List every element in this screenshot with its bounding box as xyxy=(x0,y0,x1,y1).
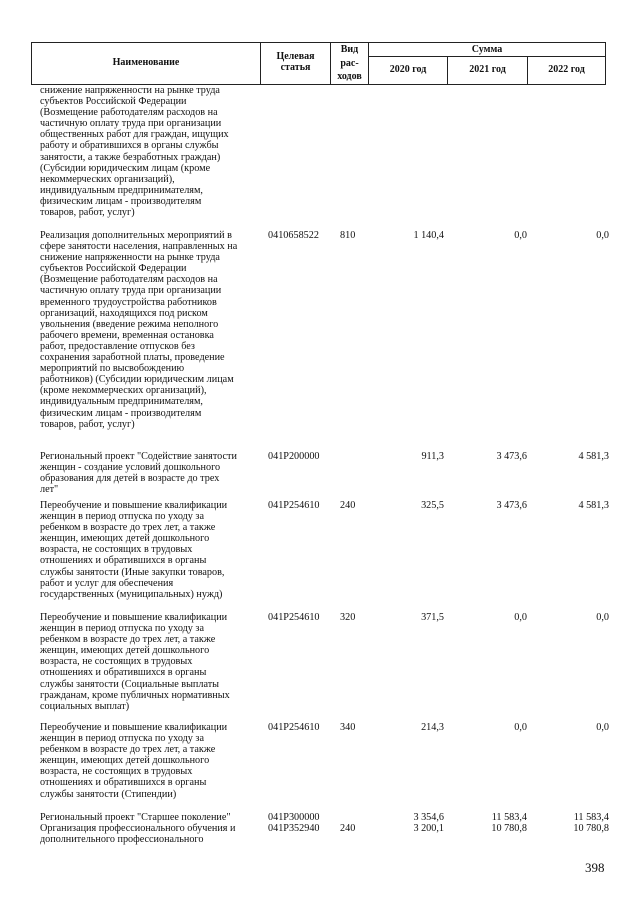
row-4-2021: 0,0 xyxy=(514,612,527,623)
row-7-2021: 10 780,8 xyxy=(491,823,527,834)
row-6-2020: 3 354,6 xyxy=(413,812,444,823)
header-year-2022: 2022 год xyxy=(548,64,585,75)
row-3-code: 041P254610 xyxy=(268,500,320,511)
row-6-code: 041P300000 xyxy=(268,812,320,823)
row-5-2021: 0,0 xyxy=(514,722,527,733)
row-1-2022: 0,0 xyxy=(596,230,609,241)
row-2-name: Региональный проект "Содействие занятости женщин - создание условий дошкольного образования для детей в возрасте до трех лет" xyxy=(40,451,237,496)
row-4-code: 041P254610 xyxy=(268,612,320,623)
row-5-2022: 0,0 xyxy=(596,722,609,733)
row-2-2022: 4 581,3 xyxy=(578,451,609,462)
header-code: Целевая статья xyxy=(276,51,315,73)
row-7-2020: 3 200,1 xyxy=(413,823,444,834)
row-3-2020: 325,5 xyxy=(421,500,444,511)
row-5-code: 041P254610 xyxy=(268,722,320,733)
row-3-vid: 240 xyxy=(340,500,356,511)
row-3-2021: 3 473,6 xyxy=(496,500,527,511)
row-0-name: снижение напряженности на рынке труда субъектов Российской Федерации (Возмещение работодателям расходов на частичную оплату труда при организации общественных работ для граждан, ищущих работу и обратившихся в органы службы занятости, а также безработных граждан) (Субсидии юридическим лицам (кроме некоммерческих организаций), индивидуальным предпринимателям, физическим лицам - производителям товаров, работ, услуг) xyxy=(40,85,229,219)
row-4-name: Переобучение и повышение квалификации женщин в период отпуска по уходу за ребенком в возрасте до трех лет, а также женщин, имеющих детей дошкольного возраста, не состоящих в трудовых отношениях и обратившихся в органы службы занятости (Социальные выплаты гражданам, кроме публичных нормативных социальных выплат) xyxy=(40,612,230,712)
header-sum: Сумма xyxy=(471,44,503,55)
row-1-2021: 0,0 xyxy=(514,230,527,241)
row-7-vid: 240 xyxy=(340,823,356,834)
header-vid: Вид рас- ходов xyxy=(337,44,362,82)
row-1-name: Реализация дополнительных мероприятий в сфере занятости населения, направленных на снижение напряженности на рынке труда субъектов Российской Федерации (Возмещение работодателям расходов на частичную оплату труда при организации временного трудоустройства работников организаций, находящихся под риском увольнения (введение режима неполного рабочего времени, временная остановка работ, предоставление отпусков без сохранения заработной платы, проведение мероприятий по высвобождению работников) (Субсидии юридическим лицам (кроме некоммерческих организаций), индивидуальным предпринимателям, физическим лицам - производителям товаров, работ, услуг) xyxy=(40,230,238,430)
row-5-name: Переобучение и повышение квалификации женщин в период отпуска по уходу за ребенком в возрасте до трех лет, а также женщин, имеющих детей дошкольного возраста, не состоящих в трудовых отношениях и обратившихся в органы службы занятости (Стипендии) xyxy=(40,722,228,800)
header-name: Наименование xyxy=(112,57,180,68)
page-number: 398 xyxy=(585,860,605,875)
row-1-code: 0410658522 xyxy=(268,230,319,241)
row-6-name: Региональный проект "Старшее поколение" xyxy=(40,812,231,823)
row-5-vid: 340 xyxy=(340,722,356,733)
row-2-2021: 3 473,6 xyxy=(496,451,527,462)
header-year-2021: 2021 год xyxy=(469,64,506,75)
header-sum-divider xyxy=(368,56,606,57)
row-4-2020: 371,5 xyxy=(421,612,444,623)
row-6-2021: 11 583,4 xyxy=(491,812,527,823)
header-year-2020: 2020 год xyxy=(389,64,427,75)
row-6-2022: 11 583,4 xyxy=(573,812,609,823)
row-3-2022: 4 581,3 xyxy=(578,500,609,511)
header-col-right-border xyxy=(605,42,606,85)
row-5-2020: 214,3 xyxy=(421,722,444,733)
row-2-2020: 911,3 xyxy=(421,451,444,462)
row-3-name: Переобучение и повышение квалификации женщин в период отпуска по уходу за ребенком в возрасте до трех лет, а также женщин, имеющих детей дошкольного возраста, не состоящих в трудовых отношениях и обратившихся в органы службы занятости (Иные закупки товаров, работ и услуг для обеспечения государственных (муниципальных) нужд) xyxy=(40,500,228,600)
row-2-code: 041P200000 xyxy=(268,451,320,462)
row-1-2020: 1 140,4 xyxy=(413,230,444,241)
row-1-vid: 810 xyxy=(340,230,356,241)
row-7-name: Организация профессионального обучения и дополнительного профессионального xyxy=(40,823,236,846)
header-top-border xyxy=(31,42,606,43)
row-7-code: 041P352940 xyxy=(268,823,320,834)
row-4-2022: 0,0 xyxy=(596,612,609,623)
row-4-vid: 320 xyxy=(340,612,356,623)
row-7-2022: 10 780,8 xyxy=(573,823,609,834)
